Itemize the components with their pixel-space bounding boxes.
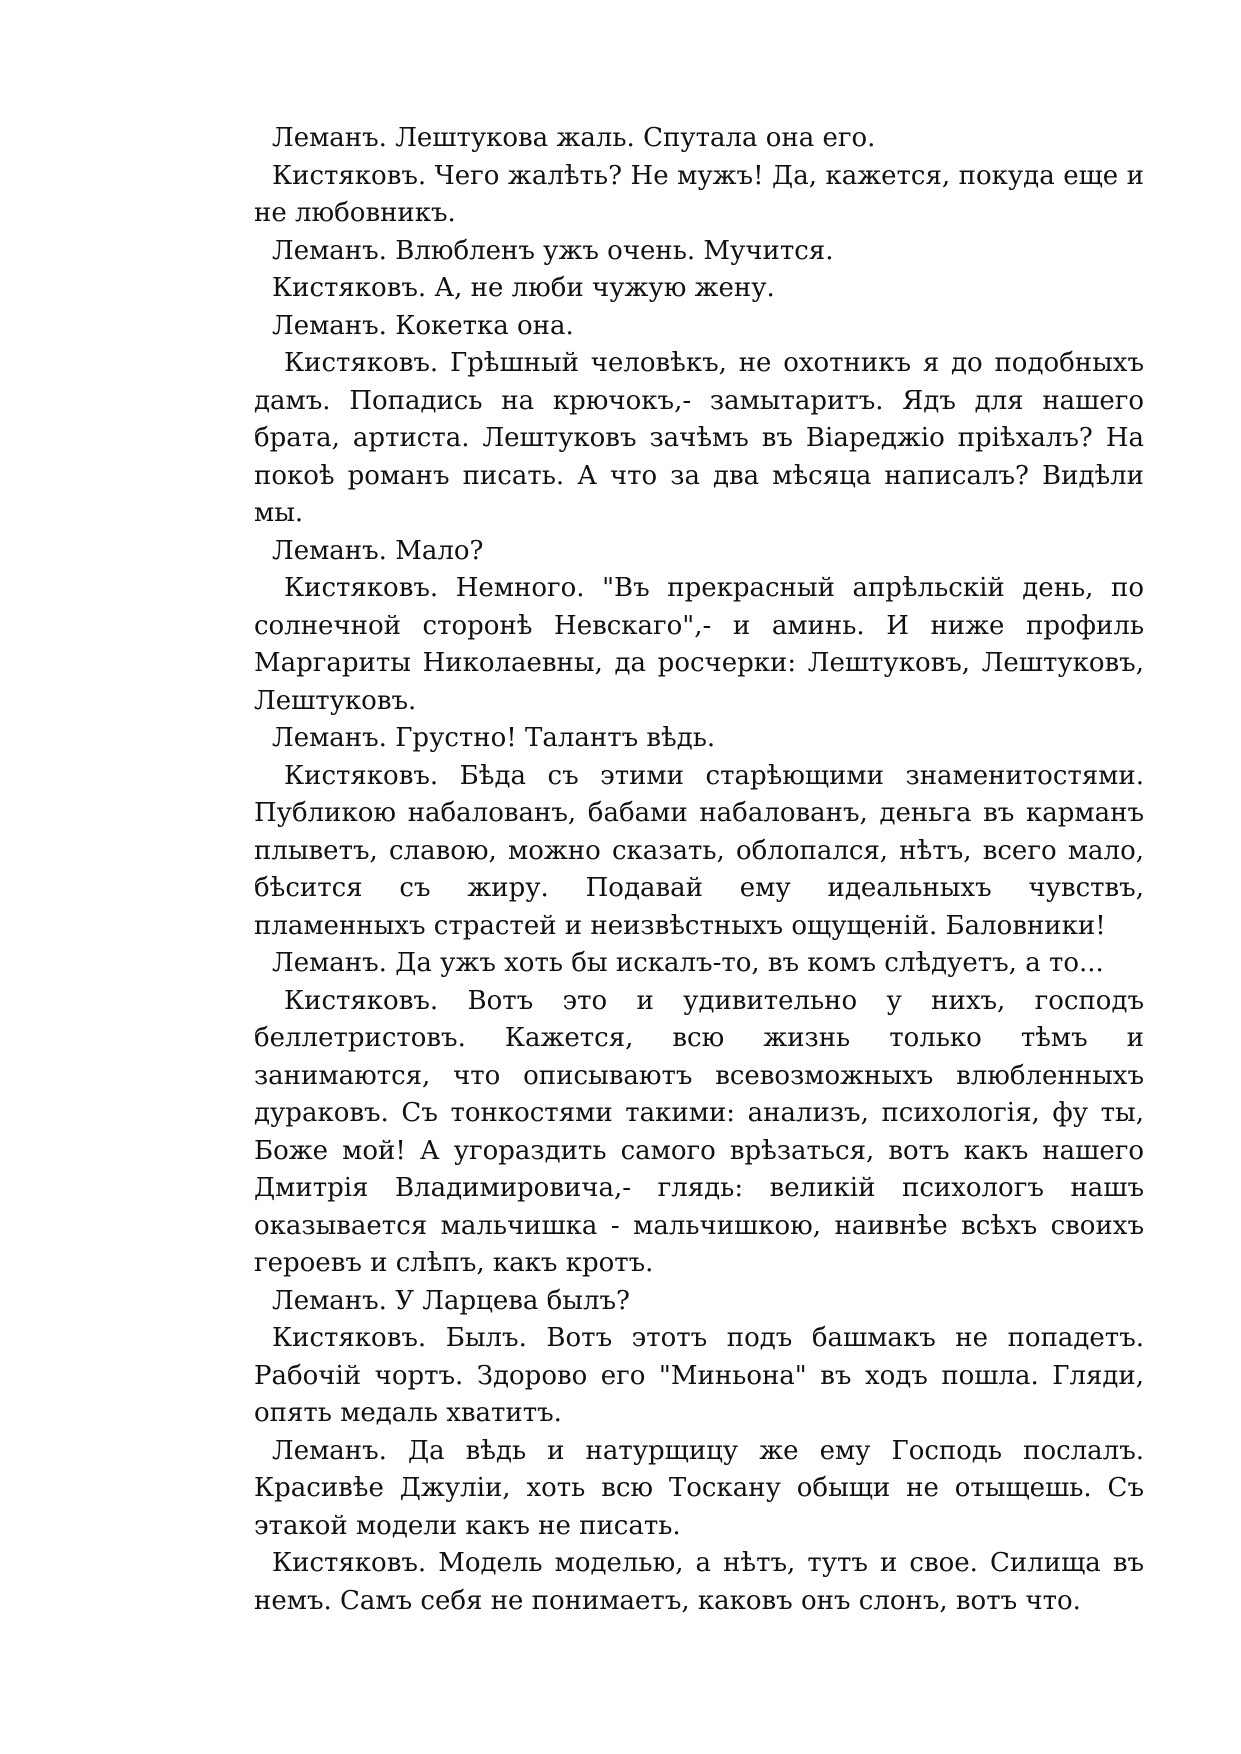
- paragraph-15: Леманъ. Да вѣдь и натурщицу же ему Господь послалъ. Красивѣе Джуліи, хоть всю Тоскану обыщи не отыщешь. Съ этакой модели какъ не писать.: [254, 1435, 1144, 1541]
- document-page: [254, 120, 1144, 1620]
- paragraph-16: Кистяковъ. Модель моделью, а нѣтъ, тутъ и свое. Силища въ немъ. Самъ себя не понимаетъ, каковъ онъ слонъ, вотъ что.: [254, 1548, 1144, 1616]
- paragraph-11: Леманъ. Да ужъ хоть бы искалъ-то, въ комъ слѣдуетъ, а то...: [272, 948, 1104, 978]
- paragraph-4: Кистяковъ. А, не люби чужую жену.: [272, 273, 775, 303]
- paragraph-6: Кистяковъ. Грѣшный человѣкъ, не охотникъ я до подобныхъ дамъ. Попадись на крючокъ,- замытаритъ. Ядъ для нашего брата, артиста. Лештуковъ зачѣмъ въ Віареджіо пріѣхалъ? На покоѣ романъ писать. А что за два мѣсяца написалъ? Видѣли мы.: [254, 348, 1144, 528]
- paragraph-10: Кистяковъ. Бѣда съ этими старѣющими знаменитостями. Публикою набалованъ, бабами набалованъ, деньга въ карманъ плыветъ, славою, можно сказать, облопался, нѣтъ, всего мало, бѣсится съ жиру. Подавай ему идеальныхъ чувствъ, пламенныхъ страстей и неизвѣстныхъ ощущеній. Баловники!: [254, 760, 1144, 941]
- paragraph-8: Кистяковъ. Немного. "Въ прекрасный апрѣльскій день, по солнечной сторонѣ Невскаго",- и аминь. И ниже профиль Маргариты Николаевны, да росчерки: Лештуковъ, Лештуковъ, Лештуковъ.: [254, 573, 1144, 716]
- paragraph-7: Леманъ. Мало?: [272, 535, 484, 566]
- paragraph-9: Леманъ. Грустно! Талантъ вѣдь.: [272, 723, 716, 753]
- paragraph-3: Леманъ. Влюбленъ ужъ очень. Мучится.: [272, 235, 834, 266]
- paragraph-12: Кистяковъ. Вотъ это и удивительно у нихъ, господъ беллетристовъ. Кажется, всю жизнь только тѣмъ и занимаются, что описываютъ всевозможныхъ влюбленныхъ дураковъ. Съ тонкостями такими: анализъ, психологія, фу ты, Боже мой! А угораздить самого врѣзаться, вотъ какъ нашего Дмитрія Владимировича,- глядь: великій психологъ нашъ оказывается мальчишка - мальчишкою, наивнѣе всѣхъ своихъ героевъ и слѣпъ, какъ кротъ.: [254, 985, 1144, 1278]
- paragraph-14: Кистяковъ. Былъ. Вотъ этотъ подъ башмакъ не попадетъ. Рабочій чортъ. Здорово его "Миньона" въ ходъ пошла. Гляди, опять медаль хватитъ.: [254, 1323, 1144, 1428]
- paragraph-1: Леманъ. Лештукова жаль. Спутала она его.: [272, 123, 876, 153]
- paragraph-2: Кистяковъ. Чего жалѣть? Не мужъ! Да, кажется, покуда еще и не любовникъ.: [254, 160, 1144, 228]
- paragraph-5: Леманъ. Кокетка она.: [272, 310, 574, 341]
- paragraph-13: Леманъ. У Ларцева былъ?: [272, 1285, 630, 1316]
